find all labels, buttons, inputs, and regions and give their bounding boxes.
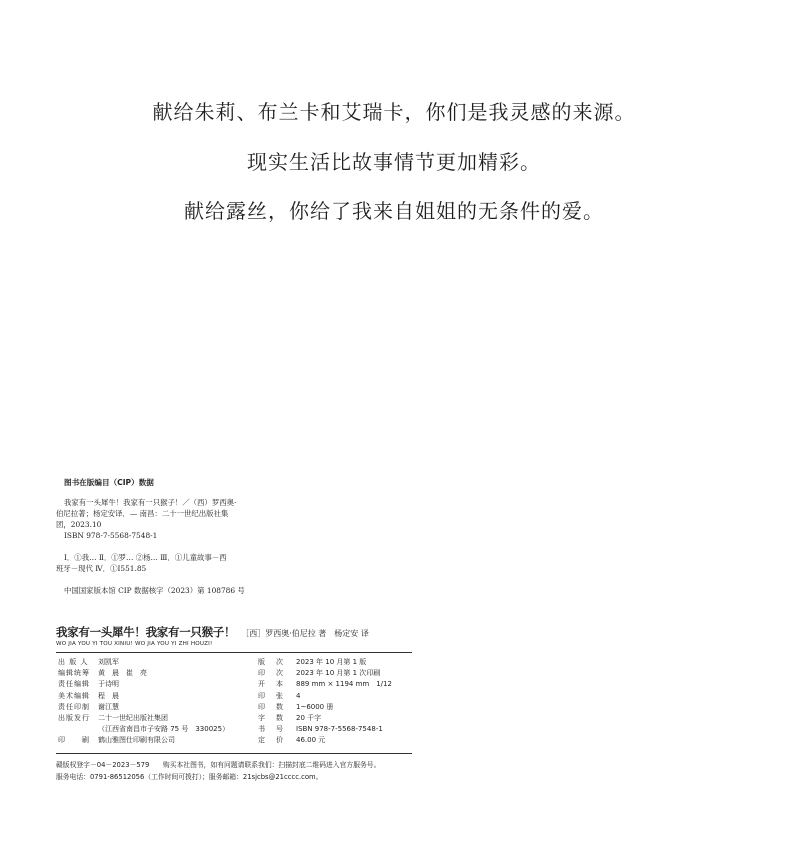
credit-value: 程 晨 xyxy=(98,691,119,700)
credit-row xyxy=(58,702,229,713)
credit-value: 2023 年 10 月第 1 次印刷 xyxy=(296,669,381,678)
book-authors: ［西］罗西奥·伯尼拉 著 杨定安 译 xyxy=(241,629,369,638)
credit-label: 美术编辑 xyxy=(58,691,90,700)
credit-row xyxy=(258,679,392,690)
cip-line: 中国国家版本馆 CIP 数据核字（2023）第 108786 号 xyxy=(64,586,245,595)
credit-label: 字 数 xyxy=(258,714,285,723)
divider-bottom xyxy=(56,753,412,754)
credit-row xyxy=(58,657,229,668)
credit-row xyxy=(58,713,229,724)
cip-line: Ⅰ．①我… Ⅱ．①罗… ②杨… Ⅲ．①儿童故事－西 xyxy=(64,553,227,562)
credit-label: 责任编辑 xyxy=(58,680,90,689)
credit-value: 刘凯军 xyxy=(98,658,119,666)
credit-value: 1~6000 册 xyxy=(296,702,334,711)
credit-value: 黄 晨 崔 亮 xyxy=(98,669,147,678)
credit-row xyxy=(58,668,229,679)
cip-heading: 图书在版编目（CIP）数据 xyxy=(64,478,154,487)
credit-label: 印 次 xyxy=(258,669,285,678)
cip-line: 团，2023.10 xyxy=(56,520,102,529)
footer-line: 服务电话：0791-86512056（工作时间可拨打）；服务邮箱：21sjcbs@21cccc.com。 xyxy=(56,773,323,781)
credit-value: ISBN 978-7-5568-7548-1 xyxy=(296,725,383,734)
cip-block xyxy=(56,497,416,596)
credit-label: 印 数 xyxy=(258,702,285,711)
book-title-row xyxy=(56,624,412,640)
credit-label: 印 刷 xyxy=(58,736,90,745)
credit-value: 二十一世纪出版社集团 xyxy=(98,714,168,723)
cip-line: 我家有一头犀牛！我家有一只猴子！／（西）罗西奥· xyxy=(64,498,237,507)
credit-row xyxy=(58,724,229,735)
book-title-pinyin: WO JIA YOU YI TOU XINIU! WO JIA YOU YI ZHI HOUZI! xyxy=(56,641,213,647)
divider-top xyxy=(56,652,412,653)
credit-value: （江西省南昌市子安路 75 号 330025） xyxy=(98,725,230,734)
credit-value: 谢江慧 xyxy=(98,702,119,711)
credit-row xyxy=(258,735,392,746)
cip-line: 伯尼拉著；杨定安译．— 南昌：二十一世纪出版社集 xyxy=(56,509,229,518)
cip-line: 班牙－现代 Ⅳ．①I551.85 xyxy=(56,564,147,573)
credit-row xyxy=(258,702,392,713)
credit-row xyxy=(58,735,229,746)
credit-value: 于诗明 xyxy=(98,680,119,689)
credits-left-column xyxy=(58,657,229,747)
credit-label: 出 版 人 xyxy=(58,658,89,666)
credit-label: 开 本 xyxy=(258,680,285,689)
cip-line: ISBN 978-7-5568-7548-1 xyxy=(64,531,158,540)
credit-row xyxy=(258,724,392,735)
credit-label: 定 价 xyxy=(258,736,285,745)
credit-row xyxy=(58,679,229,690)
credit-label: 责任印制 xyxy=(58,702,90,711)
credit-row xyxy=(258,657,392,668)
footer-line: 赣版权登字－04－2023－579 购买本社图书，如有问题请联系我们：扫描封底二维码进入官方服务号。 xyxy=(56,761,381,769)
book-title: 我家有一头犀牛！我家有一只猴子！ xyxy=(56,625,236,639)
cip-line xyxy=(56,574,416,585)
credit-value: 20 千字 xyxy=(296,714,322,723)
dedication-line-2: 现实生活比故事情节更加精彩。 xyxy=(247,150,541,174)
credit-row xyxy=(258,691,392,702)
credit-value: 46.00 元 xyxy=(296,736,326,745)
credit-label: 版 次 xyxy=(258,658,285,666)
credits-right-column xyxy=(258,657,392,747)
credit-label: 出版发行 xyxy=(58,714,90,723)
credit-row xyxy=(58,691,229,702)
credit-label: 书 号 xyxy=(258,725,285,734)
credit-value: 2023 年 10 月第 1 版 xyxy=(296,658,367,666)
footer-notes xyxy=(56,759,416,783)
credit-label: 编辑统筹 xyxy=(58,669,90,678)
credit-value: 889 mm × 1194 mm 1/12 xyxy=(296,680,392,689)
credit-value: 4 xyxy=(296,691,301,700)
dedication-line-1: 献给朱莉、布兰卡和艾瑞卡，你们是我灵感的来源。 xyxy=(152,100,636,124)
credit-value: 鹤山雅图仕印刷有限公司 xyxy=(98,736,175,745)
credit-row xyxy=(258,668,392,679)
credit-row xyxy=(258,713,392,724)
credit-label xyxy=(58,724,98,735)
cip-line xyxy=(56,541,416,552)
credit-label: 印 张 xyxy=(258,691,285,700)
dedication-line-3: 献给露丝，你给了我来自姐姐的无条件的爱。 xyxy=(184,199,604,223)
